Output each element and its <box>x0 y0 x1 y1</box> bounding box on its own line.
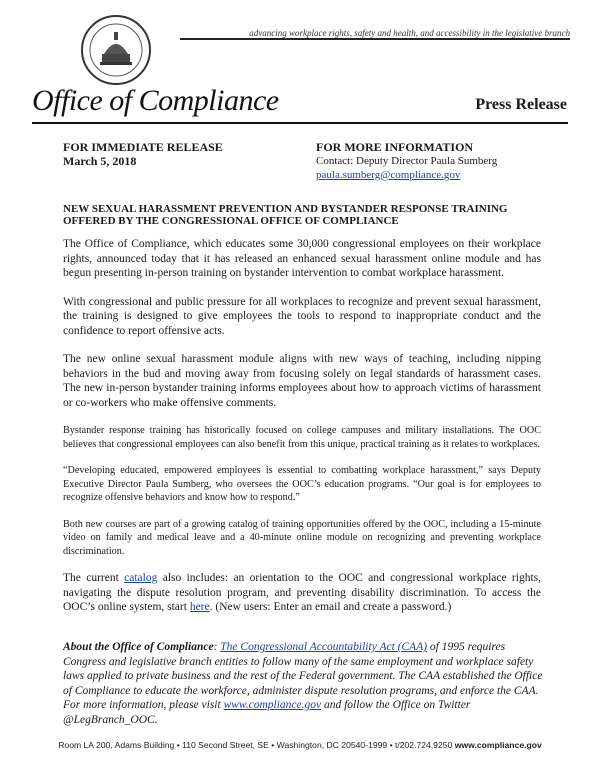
release-date: March 5, 2018 <box>63 154 137 168</box>
about-colon: : <box>213 641 221 653</box>
about-heading: About the Office of Compliance <box>63 641 214 653</box>
press-headline: NEW SEXUAL HARASSMENT PREVENTION AND BYSTANDER RESPONSE TRAINING OFFERED BY THE CONGRESSIONAL OFFICE OF COMPLIANCE <box>63 203 508 227</box>
contact-heading: FOR MORE INFORMATION <box>316 140 474 154</box>
brand-name: Office of Compliance <box>32 84 279 117</box>
body-paragraph: With congressional and public pressure for all workplaces to recognize and prevent sexual harassment, the training is designed to give employees the tools to respond to inappropriate conduct and the confidence to report offensive acts. <box>63 295 541 337</box>
body-paragraph: “Developing educated, empowered employees is essential to combatting workplace harassment,” says Deputy Executive Director Paula Sumberg, who oversees the OOC’s education programs. “Our goal is for employees to recognize offensive behaviors and know how to respond.” <box>63 465 541 503</box>
caa-link[interactable]: The Congressional Accountability Act (CAA) <box>220 641 428 653</box>
header-divider <box>180 38 570 40</box>
start-here-link[interactable]: here <box>189 601 210 613</box>
release-block <box>63 140 223 168</box>
about-text: of 1995 requires Congress and legislative branch entities to follow many of the same employment and workplace safety laws applied to private business and the rest of the Federal government. The CAA established the Office of Compliance to educate the workforce, administer dispute resolution programs, and enforce the CAA. For more information, please visit <box>63 641 543 711</box>
body-paragraph: Bystander response training has historically focused on college campuses and military installations. The OOC believes that congressional employees can also benefit from this unique, practical training as it relates to workplaces. <box>63 425 541 450</box>
catalog-link[interactable]: catalog <box>124 572 158 584</box>
body-paragraph: The Office of Compliance, which educates some 30,000 congressional employees on their workplace rights, announced today that it has released an enhanced sexual harassment online module and has begun presenting in-person training on bystander intervention to combat workplace harassment. <box>63 238 541 279</box>
contact-block <box>316 140 497 182</box>
office-seal-logo <box>80 14 152 86</box>
header-tagline: advancing workplace rights, safety and health, and accessibility in the legislative branch <box>249 28 570 38</box>
footer-website: www.compliance.gov <box>454 740 542 750</box>
contact-name: Contact: Deputy Director Paula Sumberg <box>316 155 498 167</box>
body-paragraph: Both new courses are part of a growing catalog of training opportunities offered by the OOC, including a 15-minute video on family and medical leave and a 40-minute online module on recognizing and preventing workplace discrimination. <box>63 518 541 557</box>
main-divider <box>32 122 568 124</box>
about-section <box>63 640 543 727</box>
catalog-text: also includes: an orientation to the OOC and congressional workplace rights, navigating the dispute resolution program, and preventing disability discrimination. To access the OOC’s online system, start <box>63 572 541 613</box>
about-end-text: and follow the Office on Twitter @LegBranch_OOC. <box>63 699 471 726</box>
footer-address <box>0 740 600 750</box>
catalog-paragraph <box>63 571 541 615</box>
catalog-text: . (New users: Enter an email and create a password.) <box>209 601 452 613</box>
release-label: FOR IMMEDIATE RELEASE <box>63 140 223 154</box>
contact-email-link[interactable]: paula.sumberg@compliance.gov <box>316 169 461 181</box>
body-paragraph: The new online sexual harassment module aligns with new ways of teaching, including nipping behaviors in the bud and moving away from focusing solely on legal standards of harassment cases. The new in-person bystander training informs employees about how to approach victims of harassment or co-workers who make offensive comments. <box>63 353 541 409</box>
footer-address-text: Room LA 200, Adams Building • 110 Second Street, SE • Washington, DC 20540-1999 • t/202.724.9250 <box>58 740 455 750</box>
document-type-label: Press Release <box>475 96 567 113</box>
press-body <box>63 237 541 629</box>
website-link[interactable]: www.compliance.gov <box>223 699 322 711</box>
catalog-text: The current <box>63 572 125 584</box>
